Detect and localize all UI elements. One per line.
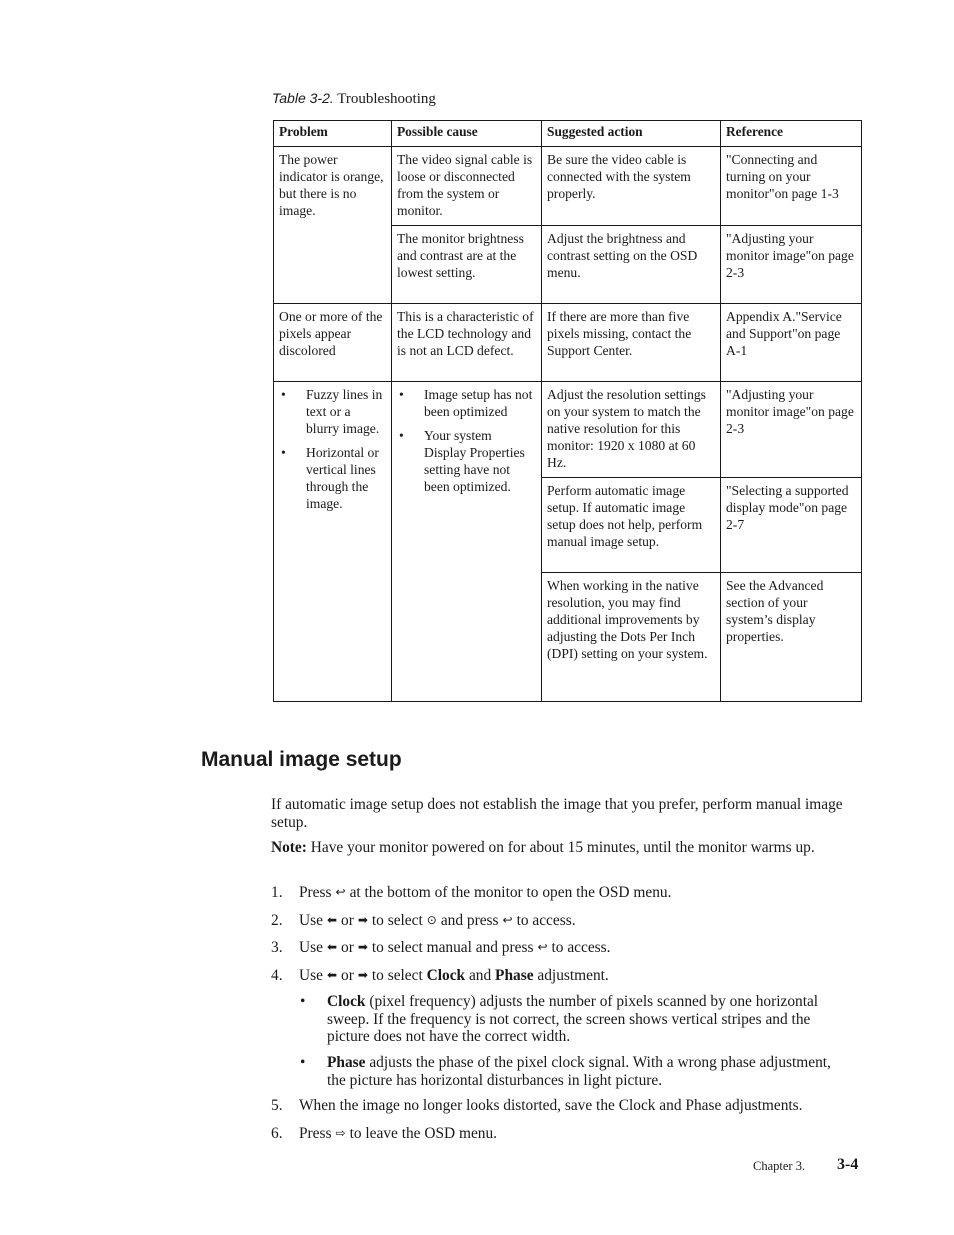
step-number: 1.	[271, 884, 283, 901]
exit-icon: ⇨	[335, 1126, 346, 1140]
cause-cell: The monitor brightness and contrast are at the lowest setting.	[392, 226, 542, 304]
action-cell: Be sure the video cable is connected with the system properly.	[542, 147, 721, 226]
step-number: 3.	[271, 939, 283, 956]
table-header-row	[274, 121, 862, 147]
step-text: to select manual and press	[371, 939, 534, 956]
right-arrow-icon: ➡	[357, 940, 368, 954]
section-heading: Manual image setup	[201, 748, 402, 771]
cause-list	[397, 386, 536, 495]
step-text: to select	[371, 967, 423, 984]
step-text: When the image no longer looks distorted, save the Clock and Phase adjustments.	[299, 1097, 803, 1114]
enter-icon: ↩	[335, 885, 346, 899]
step-text: to select	[371, 912, 423, 929]
bullet-text: adjusts the phase of the pixel clock signal. With a wrong phase adjustment, the picture has horizontal disturbances in light picture.	[327, 1054, 831, 1089]
step-text: Use	[299, 967, 323, 984]
reference-cell: "Selecting a supported display mode"on page 2-7	[721, 478, 862, 573]
note-label: Note:	[271, 839, 307, 856]
step-text: to access.	[516, 912, 576, 929]
action-cell: If there are more than five pixels missing, contact the Support Center.	[542, 304, 721, 382]
bullet-text: (pixel frequency) adjusts the number of pixels scanned by one horizontal sweep. If the frequency is not correct, the screen shows vertical stripes and the picture does not have the correct width.	[327, 993, 819, 1045]
problem-cell: One or more of the pixels appear discolored	[274, 304, 392, 382]
list-item: • Image setup has not been optimized	[397, 386, 536, 420]
left-arrow-icon: ⬅	[326, 968, 337, 982]
header-possible-cause: Possible cause	[392, 121, 542, 147]
action-cell: Adjust the resolution settings on your system to match the native resolution for this monitor: 1920 x 1080 at 60 Hz.	[542, 382, 721, 478]
reference-cell: "Adjusting your monitor image"on page 2-3	[721, 382, 862, 478]
right-arrow-icon: ➡	[357, 968, 368, 982]
left-arrow-icon: ⬅	[326, 940, 337, 954]
table-caption-label: Table 3-2.	[272, 90, 334, 106]
step-text: Use	[299, 912, 323, 929]
step-text: or	[341, 939, 354, 956]
step-text: at the bottom of the monitor to open the OSD menu.	[349, 884, 672, 901]
footer-chapter: Chapter 3.	[753, 1159, 806, 1173]
step-text: to access.	[551, 939, 611, 956]
header-reference: Reference	[721, 121, 862, 147]
bullet-term: Clock	[327, 993, 366, 1010]
enter-icon: ↩	[502, 913, 513, 927]
note-paragraph	[271, 839, 866, 857]
header-suggested-action: Suggested action	[542, 121, 721, 147]
action-cell: When working in the native resolution, you may find additional improvements by adjusting the Dots Per Inch (DPI) setting on your system.	[542, 573, 721, 702]
right-arrow-icon: ➡	[357, 913, 368, 927]
step-text: or	[341, 912, 354, 929]
step-text: to leave the OSD menu.	[349, 1125, 498, 1142]
clock-term: Clock	[426, 967, 466, 984]
reference-cell: See the Advanced section of your system’s display properties.	[721, 573, 862, 702]
table-row	[274, 304, 862, 382]
step-text: Use	[299, 939, 323, 956]
table-caption-title: Troubleshooting	[337, 91, 436, 107]
list-item: • Your system Display Properties setting have not been optimized.	[397, 427, 536, 495]
image-setup-icon: ⊙	[426, 913, 437, 927]
step-text: and	[468, 967, 492, 984]
list-item: • Horizontal or vertical lines through the image.	[279, 444, 386, 512]
problem-cell: The power indicator is orange, but there is no image.	[274, 147, 392, 304]
action-cell: Adjust the brightness and contrast setting on the OSD menu.	[542, 226, 721, 304]
step-text: and press	[440, 912, 499, 929]
step-text: or	[341, 967, 354, 984]
page-number: 3-4	[837, 1156, 859, 1173]
cause-cell: This is a characteristic of the LCD technology and is not an LCD defect.	[392, 304, 542, 382]
step-number: 2.	[271, 912, 283, 929]
table-caption	[272, 90, 436, 108]
problem-list	[279, 386, 386, 512]
step-number: 4.	[271, 967, 283, 984]
reference-cell: "Adjusting your monitor image"on page 2-3	[721, 226, 862, 304]
step-text: Press	[299, 1125, 332, 1142]
cause-cell: The video signal cable is loose or disconnected from the system or monitor.	[392, 147, 542, 226]
enter-icon: ↩	[537, 940, 548, 954]
bullet-term: Phase	[327, 1054, 366, 1071]
left-arrow-icon: ⬅	[326, 913, 337, 927]
note-text: Have your monitor powered on for about 15 minutes, until the monitor warms up.	[306, 839, 815, 856]
reference-cell: "Connecting and turning on your monitor"on page 1-3	[721, 147, 862, 226]
reference-cell: Appendix A."Service and Support"on page A-1	[721, 304, 862, 382]
step-text: Press	[299, 884, 332, 901]
problem-cell	[274, 382, 392, 702]
list-item: • Fuzzy lines in text or a blurry image.	[279, 386, 386, 437]
action-cell: Perform automatic image setup. If automatic image setup does not help, perform manual image setup.	[542, 478, 721, 573]
header-problem: Problem	[274, 121, 392, 147]
step-text: adjustment.	[537, 967, 609, 984]
troubleshooting-table	[273, 120, 862, 702]
table-row	[274, 382, 862, 478]
step-number: 6.	[271, 1125, 283, 1142]
table-row	[274, 147, 862, 226]
phase-term: Phase	[495, 967, 534, 984]
intro-paragraph: If automatic image setup does not establish the image that you prefer, perform manual image setup.	[271, 796, 843, 831]
step-number: 5.	[271, 1097, 283, 1114]
cause-cell	[392, 382, 542, 702]
